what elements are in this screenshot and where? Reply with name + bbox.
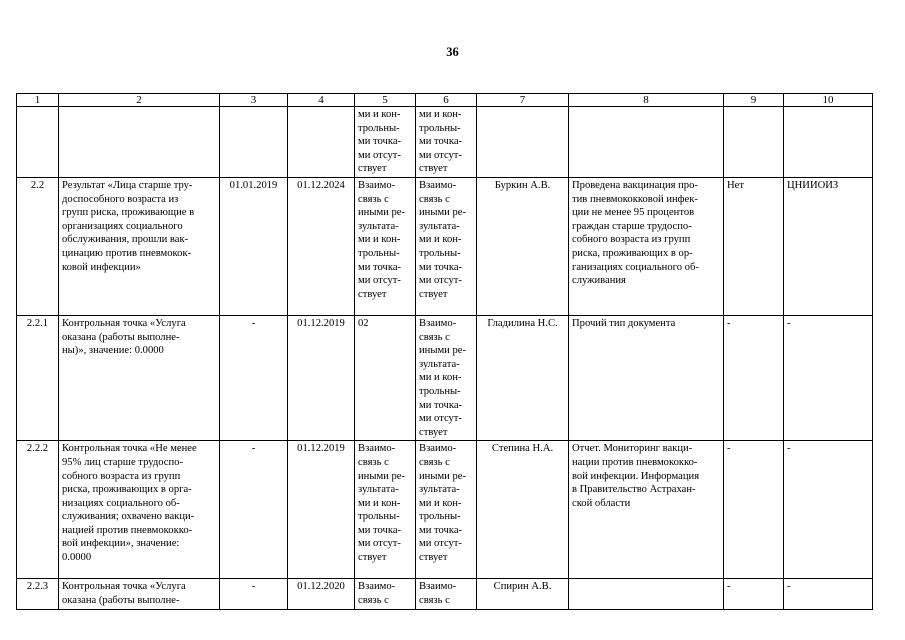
table-row <box>17 107 873 178</box>
row-number-cell: 2.2.3 <box>17 579 59 609</box>
name-cell: Контрольная точка «Не менее 95% лиц старше трудоспо- собного возраста из групп риска, проживающих в орга- низациях социального об- служивания; охвачено вакци- нацией против пневмококко- вой инфекции», значение: 0.0000 <box>59 441 220 579</box>
flag-cell <box>724 107 784 178</box>
header-cell: 4 <box>288 94 355 107</box>
responsible-cell: Спирин А.В. <box>477 579 569 609</box>
flag-cell: - <box>724 579 784 609</box>
successor-cell: Взаимо- связь с иными ре- зультата- ми и кон- трольны- ми точка- ми отсут- ствует <box>416 315 477 440</box>
result-cell <box>569 107 724 178</box>
org-cell: - <box>784 315 873 440</box>
end-date-cell: 01.12.2019 <box>288 441 355 579</box>
responsible-cell <box>477 107 569 178</box>
org-cell: - <box>784 441 873 579</box>
start-date-cell: - <box>220 579 288 609</box>
header-cell: 1 <box>17 94 59 107</box>
org-cell: - <box>784 579 873 609</box>
predecessor-cell: Взаимо- связь с <box>355 579 416 609</box>
predecessor-cell: Взаимо- связь с иными ре- зультата- ми и кон- трольны- ми точка- ми отсут- ствует <box>355 441 416 579</box>
org-cell <box>784 107 873 178</box>
predecessor-cell: 02 <box>355 315 416 440</box>
header-cell: 7 <box>477 94 569 107</box>
result-cell: Отчет. Мониторинг вакци- нации против пневмококко- вой инфекции. Информация в Правительство Астрахан- ской области <box>569 441 724 579</box>
end-date-cell: 01.12.2019 <box>288 315 355 440</box>
responsible-cell: Гладилина Н.С. <box>477 315 569 440</box>
header-cell: 8 <box>569 94 724 107</box>
row-number-cell: 2.2 <box>17 177 59 315</box>
start-date-cell: - <box>220 315 288 440</box>
header-cell: 6 <box>416 94 477 107</box>
start-date-cell <box>220 107 288 178</box>
successor-cell: Взаимо- связь с иными ре- зультата- ми и кон- трольны- ми точка- ми отсут- ствует <box>416 177 477 315</box>
table-row <box>17 441 873 579</box>
successor-cell: Взаимо- связь с <box>416 579 477 609</box>
header-cell: 2 <box>59 94 220 107</box>
plan-table <box>16 93 873 610</box>
name-cell: Контрольная точка «Услуга оказана (работы выполне- <box>59 579 220 609</box>
start-date-cell: - <box>220 441 288 579</box>
predecessor-cell: Взаимо- связь с иными ре- зультата- ми и кон- трольны- ми точка- ми отсут- ствует <box>355 177 416 315</box>
responsible-cell: Степина Н.А. <box>477 441 569 579</box>
successor-cell: ми и кон- трольны- ми точка- ми отсут- ствует <box>416 107 477 178</box>
table-row <box>17 315 873 440</box>
predecessor-cell: ми и кон- трольны- ми точка- ми отсут- ствует <box>355 107 416 178</box>
flag-cell: - <box>724 441 784 579</box>
row-number-cell: 2.2.1 <box>17 315 59 440</box>
header-cell: 5 <box>355 94 416 107</box>
header-row <box>17 94 873 107</box>
header-cell: 9 <box>724 94 784 107</box>
name-cell: Контрольная точка «Услуга оказана (работы выполне- ны)», значение: 0.0000 <box>59 315 220 440</box>
result-cell: Проведена вакцинация про- тив пневмококковой инфек- ции не менее 95 процентов граждан старше трудоспо- собного возраста из групп риска, проживающих в ор- ганизациях социального об- служивания <box>569 177 724 315</box>
page-number: 36 <box>446 45 459 59</box>
flag-cell: Нет <box>724 177 784 315</box>
responsible-cell: Буркин А.В. <box>477 177 569 315</box>
row-number-cell: 2.2.2 <box>17 441 59 579</box>
end-date-cell: 01.12.2024 <box>288 177 355 315</box>
result-cell: Прочий тип документа <box>569 315 724 440</box>
result-cell <box>569 579 724 609</box>
name-cell: Результат «Лица старше тру- доспособного возраста из групп риска, проживающие в организациях социального обслуживания, прошли вак- цинацию против пневмокок- ковой инфекции» <box>59 177 220 315</box>
table-row <box>17 579 873 609</box>
header-cell: 3 <box>220 94 288 107</box>
flag-cell: - <box>724 315 784 440</box>
header-cell: 10 <box>784 94 873 107</box>
row-number-cell <box>17 107 59 178</box>
org-cell: ЦНИИОИЗ <box>784 177 873 315</box>
successor-cell: Взаимо- связь с иными ре- зультата- ми и кон- трольны- ми точка- ми отсут- ствует <box>416 441 477 579</box>
end-date-cell <box>288 107 355 178</box>
end-date-cell: 01.12.2020 <box>288 579 355 609</box>
start-date-cell: 01.01.2019 <box>220 177 288 315</box>
table-row <box>17 177 873 315</box>
name-cell <box>59 107 220 178</box>
